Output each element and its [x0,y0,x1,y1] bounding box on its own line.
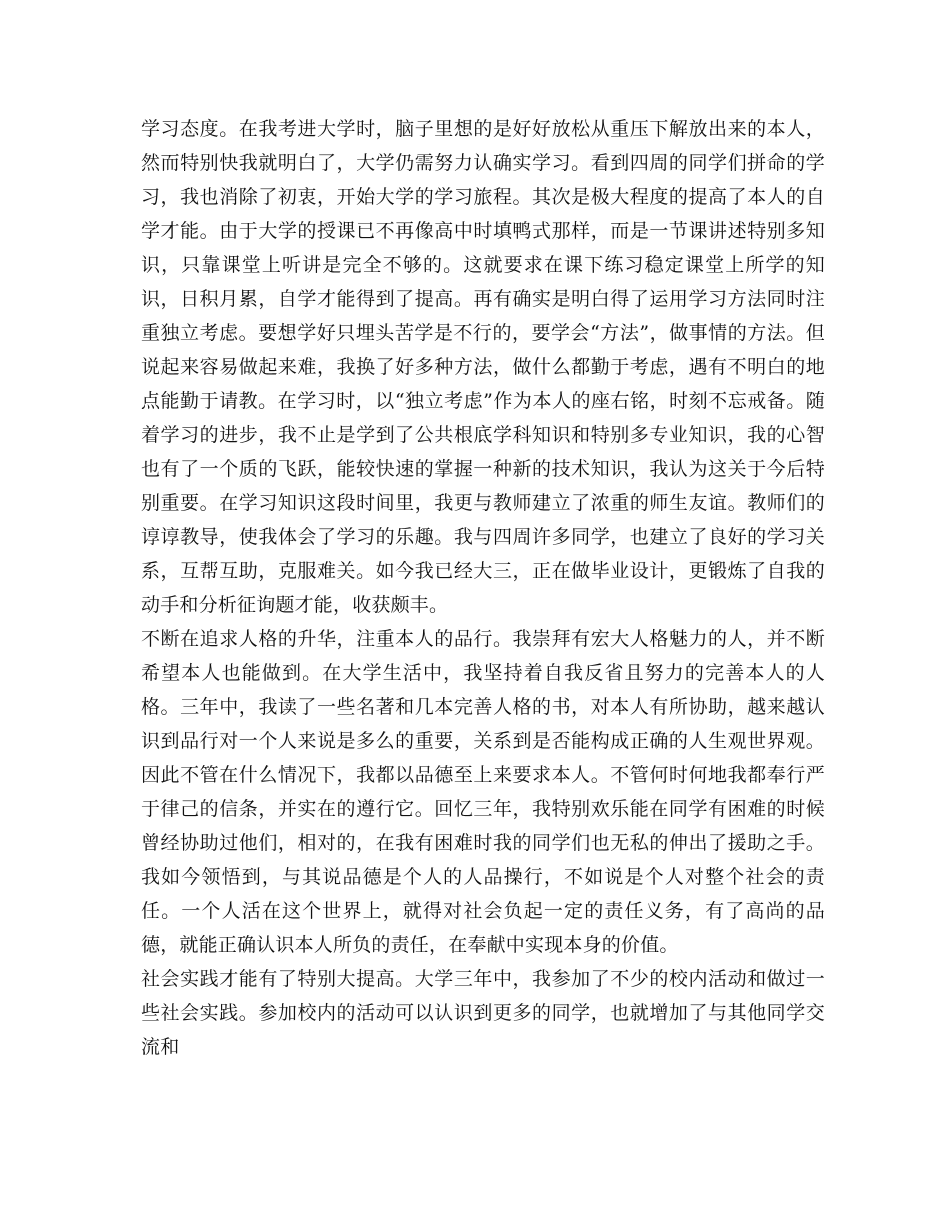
paragraph-study-attitude: 学习态度。在我考进大学时，脑子里想的是好好放松从重压下解放出来的本人，然而特别快我就明白了，大学仍需努力认确实学习。看到四周的同学们拼命的学习，我也消除了初衷，开始大学的学习旅程。其次是极大程度的提高了本人的自学才能。由于大学的授课已不再像高中时填鸭式那样，而是一节课讲述特别多知识，只靠课堂上听讲是完全不够的。这就要求在课下练习稳定课堂上所学的知识，日积月累，自学才能得到了提高。再有确实是明白得了运用学习方法同时注重独立考虑。要想学好只埋头苦学是不行的，要学会“方法”，做事情的方法。但说起来容易做起来难，我换了好多种方法，做什么都勤于考虑，遇有不明白的地点能勤于请教。在学习时，以“独立考虑”作为本人的座右铭，时刻不忘戒备。随着学习的进步，我不止是学到了公共根底学科知识和特别多专业知识，我的心智也有了一个质的飞跃，能较快速的掌握一种新的技术知识，我认为这关于今后特别重要。在学习知识这段时间里，我更与教师建立了浓重的师生友谊。教师们的谆谆教导，使我体会了学习的乐趣。我与四周许多同学，也建立了良好的学习关系，互帮互助，克服难关。如今我已经大三，正在做毕业设计，更锻炼了自我的动手和分析征询题才能，收获颇丰。 [141,118,825,616]
paragraph-character: 不断在追求人格的升华，注重本人的品行。我崇拜有宏大人格魅力的人，并不断希望本人也能做到。在大学生活中，我坚持着自我反省且努力的完善本人的人格。三年中，我读了一些名著和几本完善人格的书，对本人有所协助，越来越认识到品行对一个人来说是多么的重要，关系到是否能构成正确的人生观世界观。因此不管在什么情况下，我都以品德至上来要求本人。不管何时何地我都奉行严于律己的信条，并实在的遵行它。回忆三年，我特别欢乐能在同学有困难的时候曾经协助过他们，相对的，在我有困难时我的同学们也无私的伸出了援助之手。我如今领悟到，与其说品德是个人的人品操行，不如说是个人对整个社会的责任。一个人活在这个世界上，就得对社会负起一定的责任义务，有了高尚的品德，就能正确认识本人所负的责任，在奉献中实现本身的价值。 [141,628,825,956]
document-body [141,112,825,1064]
paragraph-social-practice: 社会实践才能有了特别大提高。大学三年中，我参加了不少的校内活动和做过一些社会实践。参加校内的活动可以认识到更多的同学，也就增加了与其他同学交流和 [141,968,825,1058]
